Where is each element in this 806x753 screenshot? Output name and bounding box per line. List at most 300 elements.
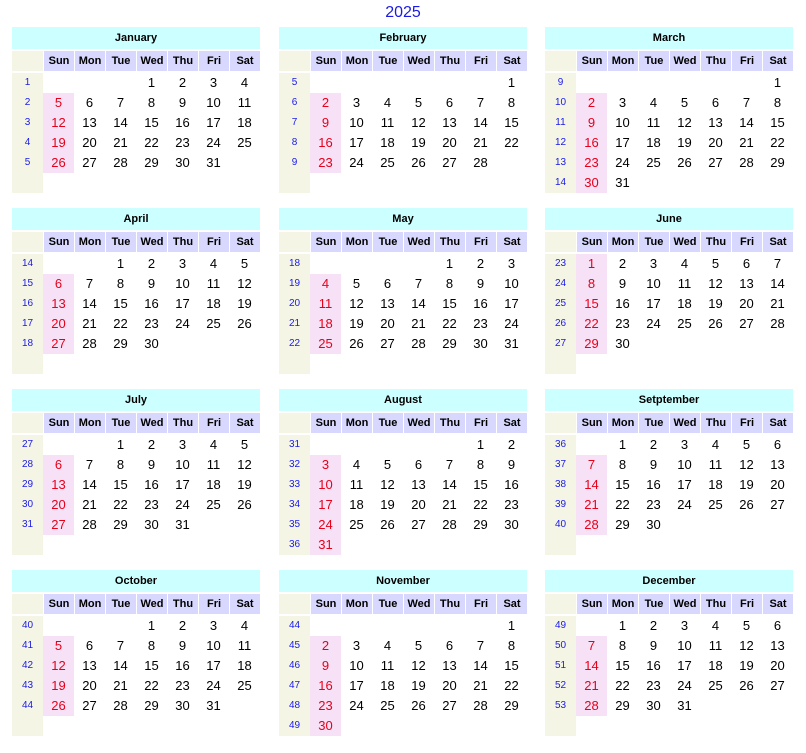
- week-number: 15: [21, 278, 34, 289]
- empty-cell: [310, 254, 341, 274]
- day-cell: 6: [445, 95, 454, 110]
- day-cell: 15: [615, 477, 630, 492]
- day-cell: 11: [708, 638, 723, 653]
- day-cell: 13: [411, 477, 426, 492]
- weekday-header: [279, 51, 527, 71]
- day-cell: 28: [770, 316, 785, 331]
- day-cell: 22: [442, 316, 457, 331]
- empty-cell: [731, 73, 762, 93]
- day-cell: 30: [576, 173, 607, 193]
- day-cell: 2: [618, 256, 627, 271]
- day-cell: 16: [175, 115, 190, 130]
- day-cell: 17: [504, 296, 519, 311]
- day-cell: 25: [380, 155, 395, 170]
- empty-cell: [341, 535, 372, 555]
- week-number: 39: [554, 499, 567, 510]
- day-cell: 17: [310, 495, 341, 515]
- empty-cell: [229, 515, 260, 535]
- day-cell: 13: [770, 638, 785, 653]
- month-title: January: [12, 27, 260, 49]
- day-cell: 9: [178, 95, 187, 110]
- month-may: [279, 208, 527, 374]
- weekday-label: Mon: [607, 232, 638, 252]
- week-number: 18: [288, 258, 301, 269]
- day-cell: 24: [206, 678, 221, 693]
- week-number-column: [12, 616, 43, 736]
- week-number: 2: [24, 97, 31, 108]
- day-cell: 16: [646, 658, 661, 673]
- day-cell: 23: [175, 678, 190, 693]
- day-cell: 16: [310, 676, 341, 696]
- day-cell: 5: [680, 95, 689, 110]
- week-number-column: [12, 435, 43, 555]
- day-cell: 1: [507, 618, 516, 633]
- week-number: 9: [557, 77, 564, 88]
- week-number: 5: [24, 157, 31, 168]
- day-cell: 13: [380, 296, 395, 311]
- day-cell: 15: [144, 115, 159, 130]
- weekday-label: Wed: [403, 51, 434, 71]
- day-cell: 27: [411, 517, 426, 532]
- week-number: 31: [288, 439, 301, 450]
- day-cell: 24: [677, 497, 692, 512]
- empty-cell: [403, 73, 434, 93]
- day-cell: 7: [742, 95, 751, 110]
- day-cell: 30: [144, 517, 159, 532]
- week-number: 49: [288, 720, 301, 731]
- day-cell: 28: [82, 517, 97, 532]
- day-cell: 7: [476, 638, 485, 653]
- weekday-label: Thu: [434, 413, 465, 433]
- day-cell: 22: [770, 135, 785, 150]
- week-number: 1: [24, 77, 31, 88]
- weekday-label: Mon: [74, 594, 105, 614]
- day-cell: 1: [618, 618, 627, 633]
- day-cell: 11: [708, 457, 723, 472]
- week-number: [12, 535, 43, 555]
- day-cell: 10: [175, 276, 190, 291]
- week-number: 50: [554, 640, 567, 651]
- day-cell: 15: [113, 296, 128, 311]
- day-cell: 2: [576, 93, 607, 113]
- empty-cell: [43, 616, 74, 636]
- weekday-label: Thu: [700, 51, 731, 71]
- weekday-label: Thu: [167, 51, 198, 71]
- weekday-label: Mon: [607, 594, 638, 614]
- day-cell: 13: [708, 115, 723, 130]
- day-cell: 10: [310, 475, 341, 495]
- day-cell: 8: [116, 276, 125, 291]
- day-cell: 11: [237, 95, 252, 110]
- empty-cell: [43, 254, 74, 274]
- empty-cell: [105, 616, 136, 636]
- week-number: 17: [21, 318, 34, 329]
- weekday-label: Sat: [496, 594, 527, 614]
- week-number: 11: [555, 117, 566, 128]
- day-cell: 5: [742, 618, 751, 633]
- day-cell: 1: [476, 437, 485, 452]
- day-cell: 10: [677, 457, 692, 472]
- day-cell: 25: [708, 678, 723, 693]
- day-cell: 27: [708, 155, 723, 170]
- day-cell: 10: [175, 457, 190, 472]
- day-cell: 11: [646, 115, 661, 130]
- day-cell: 7: [476, 95, 485, 110]
- day-cell: 14: [82, 296, 97, 311]
- day-cell: 7: [773, 256, 782, 271]
- day-cell: 31: [206, 155, 221, 170]
- day-cell: 14: [411, 296, 426, 311]
- day-cell: 6: [43, 274, 74, 294]
- weekday-label: Sat: [496, 51, 527, 71]
- weekday-label: Sun: [310, 51, 341, 71]
- day-cell: 20: [442, 678, 457, 693]
- empty-cell: [465, 616, 496, 636]
- weekday-label: Tue: [638, 51, 669, 71]
- weekday-label: Sat: [762, 413, 793, 433]
- empty-cell: [372, 616, 403, 636]
- day-cell: 28: [576, 696, 607, 716]
- empty-cell: [229, 334, 260, 354]
- weekday-label: Tue: [638, 594, 669, 614]
- weekday-label: Mon: [341, 594, 372, 614]
- week-number: 44: [21, 700, 34, 711]
- day-cell: 24: [615, 155, 630, 170]
- day-cell: 12: [237, 276, 252, 291]
- month-august: [279, 389, 527, 555]
- day-cell: 21: [576, 676, 607, 696]
- day-cell: 9: [649, 638, 658, 653]
- day-cell: 25: [708, 497, 723, 512]
- day-cell: 4: [383, 638, 392, 653]
- days-grid: [43, 616, 260, 736]
- weekday-label: Wed: [136, 232, 167, 252]
- empty-cell: [576, 616, 607, 636]
- empty-cell: [700, 515, 731, 535]
- empty-cell: [669, 73, 700, 93]
- day-cell: 5: [240, 256, 249, 271]
- day-cell: 2: [649, 437, 658, 452]
- weekday-label: Mon: [74, 232, 105, 252]
- day-cell: 7: [576, 636, 607, 656]
- day-cell: 20: [380, 316, 395, 331]
- empty-cell: [198, 515, 229, 535]
- week-number: 37: [554, 459, 567, 470]
- days-grid: [310, 616, 527, 736]
- day-cell: 8: [147, 638, 156, 653]
- day-cell: 8: [116, 457, 125, 472]
- day-cell: 15: [504, 658, 519, 673]
- month-january: [12, 27, 260, 193]
- day-cell: 9: [476, 276, 485, 291]
- day-cell: 30: [175, 155, 190, 170]
- week-number: 52: [554, 680, 567, 691]
- empty-cell: [310, 616, 341, 636]
- day-cell: 20: [43, 314, 74, 334]
- day-cell: 14: [113, 658, 128, 673]
- day-cell: 11: [237, 638, 252, 653]
- day-cell: 4: [240, 75, 249, 90]
- empty-cell: [403, 616, 434, 636]
- day-cell: 3: [209, 618, 218, 633]
- day-cell: 18: [206, 477, 221, 492]
- day-cell: 27: [43, 334, 74, 354]
- day-cell: 19: [411, 678, 426, 693]
- day-cell: 3: [352, 638, 361, 653]
- day-cell: 11: [380, 115, 395, 130]
- week-number: 31: [21, 519, 34, 530]
- day-cell: 9: [618, 276, 627, 291]
- empty-cell: [576, 73, 607, 93]
- day-cell: 3: [618, 95, 627, 110]
- weekday-label: Sat: [229, 232, 260, 252]
- day-cell: 1: [773, 75, 782, 90]
- empty-cell: [341, 435, 372, 455]
- weekday-label: Tue: [105, 413, 136, 433]
- day-cell: 7: [85, 276, 94, 291]
- week-number: 42: [21, 660, 34, 671]
- day-cell: 8: [476, 457, 485, 472]
- empty-cell: [403, 435, 434, 455]
- day-cell: 5: [711, 256, 720, 271]
- day-cell: 8: [618, 638, 627, 653]
- day-cell: 1: [507, 75, 516, 90]
- weekday-label: Mon: [607, 51, 638, 71]
- day-cell: 27: [442, 155, 457, 170]
- week-number: 33: [288, 479, 301, 490]
- weekday-header: [12, 594, 260, 614]
- empty-cell: [229, 153, 260, 173]
- week-number: 21: [288, 318, 301, 329]
- empty-cell: [372, 254, 403, 274]
- day-cell: 12: [739, 638, 754, 653]
- week-number: [279, 354, 310, 374]
- day-cell: 27: [739, 316, 754, 331]
- weekday-label: Sun: [576, 51, 607, 71]
- day-cell: 29: [615, 698, 630, 713]
- day-cell: 27: [82, 155, 97, 170]
- day-cell: 31: [175, 517, 190, 532]
- day-cell: 7: [116, 638, 125, 653]
- week-number: 9: [291, 157, 298, 168]
- empty-cell: [669, 173, 700, 193]
- day-cell: 20: [82, 678, 97, 693]
- day-cell: 26: [411, 698, 426, 713]
- month-title: February: [279, 27, 527, 49]
- empty-cell: [341, 254, 372, 274]
- month-october: [12, 570, 260, 736]
- day-cell: 24: [175, 316, 190, 331]
- day-cell: 25: [349, 517, 364, 532]
- day-cell: 19: [739, 477, 754, 492]
- day-cell: 27: [770, 497, 785, 512]
- empty-cell: [341, 716, 372, 736]
- weekday-label: Thu: [700, 594, 731, 614]
- empty-cell: [638, 334, 669, 354]
- day-cell: 10: [349, 658, 364, 673]
- day-cell: 16: [175, 658, 190, 673]
- week-number: 3: [24, 117, 31, 128]
- week-number: [545, 354, 576, 374]
- day-cell: 24: [646, 316, 661, 331]
- week-number: 12: [554, 137, 567, 148]
- weekday-label: Wed: [136, 51, 167, 71]
- day-cell: 24: [175, 497, 190, 512]
- day-cell: 6: [711, 95, 720, 110]
- day-cell: 12: [43, 113, 74, 133]
- week-number: 34: [288, 499, 301, 510]
- day-cell: 20: [708, 135, 723, 150]
- day-cell: 2: [147, 256, 156, 271]
- day-cell: 2: [310, 636, 341, 656]
- day-cell: 15: [504, 115, 519, 130]
- weekday-label: Wed: [669, 51, 700, 71]
- days-grid: [310, 254, 527, 374]
- day-cell: 21: [739, 135, 754, 150]
- day-cell: 17: [206, 658, 221, 673]
- day-cell: 7: [85, 457, 94, 472]
- week-number: 45: [288, 640, 301, 651]
- empty-cell: [372, 535, 403, 555]
- weekday-label: Thu: [434, 232, 465, 252]
- day-cell: 20: [770, 658, 785, 673]
- weekday-label: Fri: [731, 51, 762, 71]
- day-cell: 2: [507, 437, 516, 452]
- empty-cell: [434, 616, 465, 636]
- month-july: [12, 389, 260, 555]
- day-cell: 19: [708, 296, 723, 311]
- empty-cell: [341, 616, 372, 636]
- weekday-label: Thu: [167, 413, 198, 433]
- day-cell: 20: [739, 296, 754, 311]
- week-number: 29: [21, 479, 34, 490]
- week-number-column: [12, 73, 43, 193]
- empty-cell: [403, 716, 434, 736]
- day-cell: 1: [576, 254, 607, 274]
- empty-cell: [105, 73, 136, 93]
- week-number: 41: [21, 640, 34, 651]
- day-cell: 25: [206, 497, 221, 512]
- day-cell: 4: [680, 256, 689, 271]
- day-cell: 21: [411, 316, 426, 331]
- day-cell: 26: [411, 155, 426, 170]
- weekday-label: Mon: [74, 413, 105, 433]
- weekday-label: Wed: [403, 413, 434, 433]
- day-cell: 24: [349, 155, 364, 170]
- weekday-label: Fri: [465, 232, 496, 252]
- month-title: December: [545, 570, 793, 592]
- day-cell: 23: [310, 153, 341, 173]
- day-cell: 30: [175, 698, 190, 713]
- day-cell: 25: [206, 316, 221, 331]
- weekday-label: Tue: [372, 594, 403, 614]
- day-cell: 19: [349, 316, 364, 331]
- empty-cell: [198, 334, 229, 354]
- day-cell: 28: [739, 155, 754, 170]
- month-april: [12, 208, 260, 374]
- weekday-label: Thu: [167, 594, 198, 614]
- day-cell: 24: [349, 698, 364, 713]
- day-cell: 9: [507, 457, 516, 472]
- day-cell: 28: [442, 517, 457, 532]
- day-cell: 19: [380, 497, 395, 512]
- day-cell: 7: [116, 95, 125, 110]
- day-cell: 26: [739, 678, 754, 693]
- day-cell: 2: [178, 75, 187, 90]
- day-cell: 29: [504, 698, 519, 713]
- day-cell: 23: [615, 316, 630, 331]
- weekday-label: Tue: [105, 594, 136, 614]
- empty-cell: [638, 73, 669, 93]
- day-cell: 18: [677, 296, 692, 311]
- week-number: 51: [554, 660, 567, 671]
- empty-cell: [372, 435, 403, 455]
- weekday-label: Sun: [310, 232, 341, 252]
- weekday-label: Sun: [43, 51, 74, 71]
- month-title: July: [12, 389, 260, 411]
- day-cell: 6: [773, 618, 782, 633]
- day-cell: 6: [742, 256, 751, 271]
- day-cell: 12: [739, 457, 754, 472]
- week-number-header: [12, 594, 43, 614]
- day-cell: 18: [349, 497, 364, 512]
- empty-cell: [762, 334, 793, 354]
- week-number: 18: [21, 338, 34, 349]
- empty-cell: [372, 73, 403, 93]
- weekday-label: Tue: [372, 232, 403, 252]
- week-number: 22: [288, 338, 301, 349]
- week-number-header: [279, 51, 310, 71]
- day-cell: 2: [147, 437, 156, 452]
- day-cell: 5: [414, 95, 423, 110]
- weekday-label: Wed: [403, 594, 434, 614]
- week-number: 24: [554, 278, 567, 289]
- day-cell: 13: [43, 294, 74, 314]
- day-cell: 28: [113, 698, 128, 713]
- empty-cell: [731, 173, 762, 193]
- day-cell: 18: [310, 314, 341, 334]
- day-cell: 26: [43, 153, 74, 173]
- weekday-label: Sat: [496, 413, 527, 433]
- day-cell: 2: [310, 93, 341, 113]
- day-cell: 5: [240, 437, 249, 452]
- day-cell: 6: [43, 455, 74, 475]
- weekday-label: Wed: [136, 413, 167, 433]
- week-number: 48: [288, 700, 301, 711]
- day-cell: 20: [411, 497, 426, 512]
- weekday-label: Mon: [341, 413, 372, 433]
- day-cell: 29: [576, 334, 607, 354]
- day-cell: 9: [576, 113, 607, 133]
- day-cell: 17: [615, 135, 630, 150]
- day-cell: 28: [411, 336, 426, 351]
- day-cell: 16: [576, 133, 607, 153]
- week-number: 46: [288, 660, 301, 671]
- week-number: 35: [288, 519, 301, 530]
- day-cell: 14: [113, 115, 128, 130]
- day-cell: 2: [476, 256, 485, 271]
- weekday-header: [12, 413, 260, 433]
- empty-cell: [341, 73, 372, 93]
- day-cell: 1: [147, 618, 156, 633]
- day-cell: 7: [576, 455, 607, 475]
- day-cell: 5: [742, 437, 751, 452]
- week-number-header: [12, 51, 43, 71]
- empty-cell: [74, 254, 105, 274]
- day-cell: 28: [82, 336, 97, 351]
- weekday-label: Thu: [434, 51, 465, 71]
- day-cell: 22: [576, 314, 607, 334]
